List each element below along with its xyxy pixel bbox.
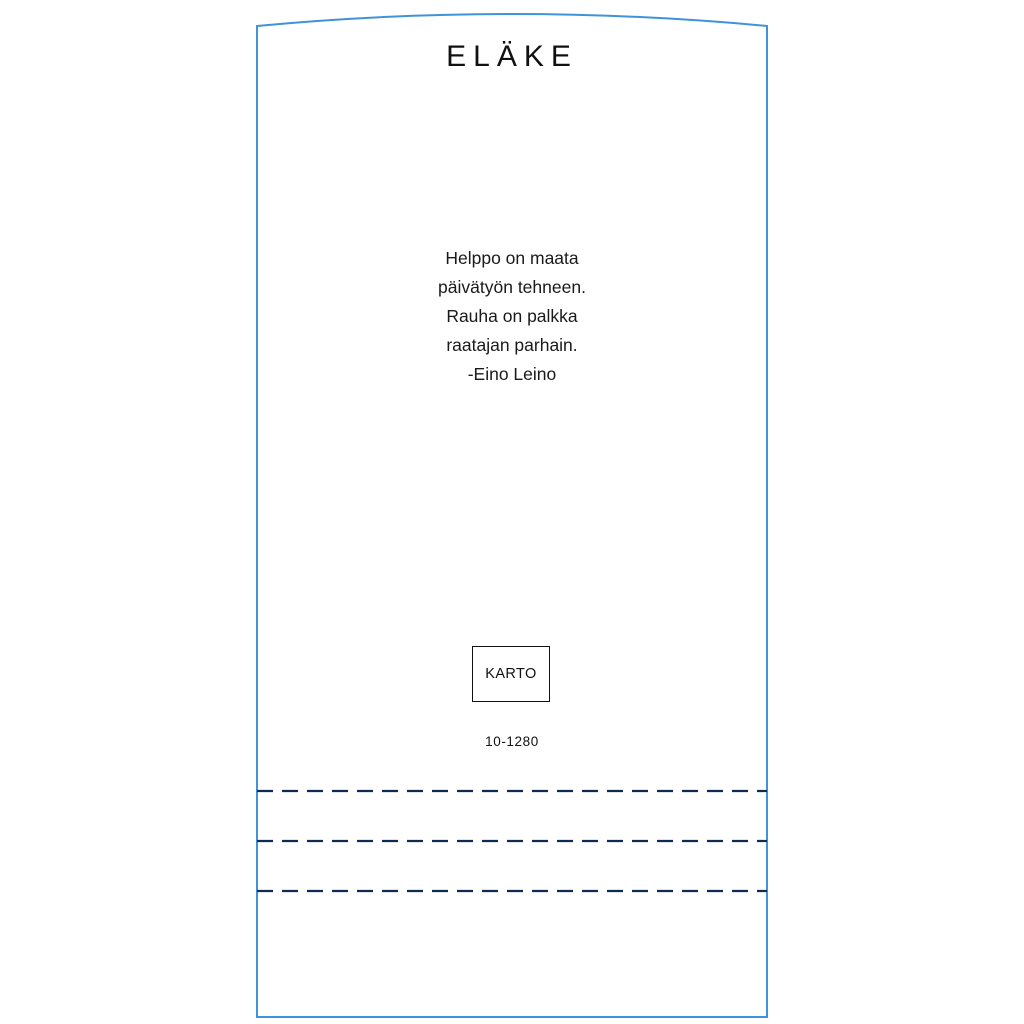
brand-logo-box bbox=[472, 646, 550, 702]
brand-logo-label: KARTO bbox=[485, 666, 537, 682]
verse-block bbox=[256, 244, 768, 389]
product-code: 10-1280 bbox=[485, 734, 539, 749]
verse-line-3: Rauha on palkka bbox=[446, 306, 578, 326]
verse-line-2: päivätyön tehneen. bbox=[438, 277, 586, 297]
verse-line-1: Helppo on maata bbox=[445, 248, 579, 268]
verse-attribution: -Eino Leino bbox=[467, 364, 557, 384]
card-title: ELÄKE bbox=[446, 40, 578, 73]
card-content bbox=[256, 0, 768, 1024]
verse-line-4: raatajan parhain. bbox=[446, 335, 578, 355]
